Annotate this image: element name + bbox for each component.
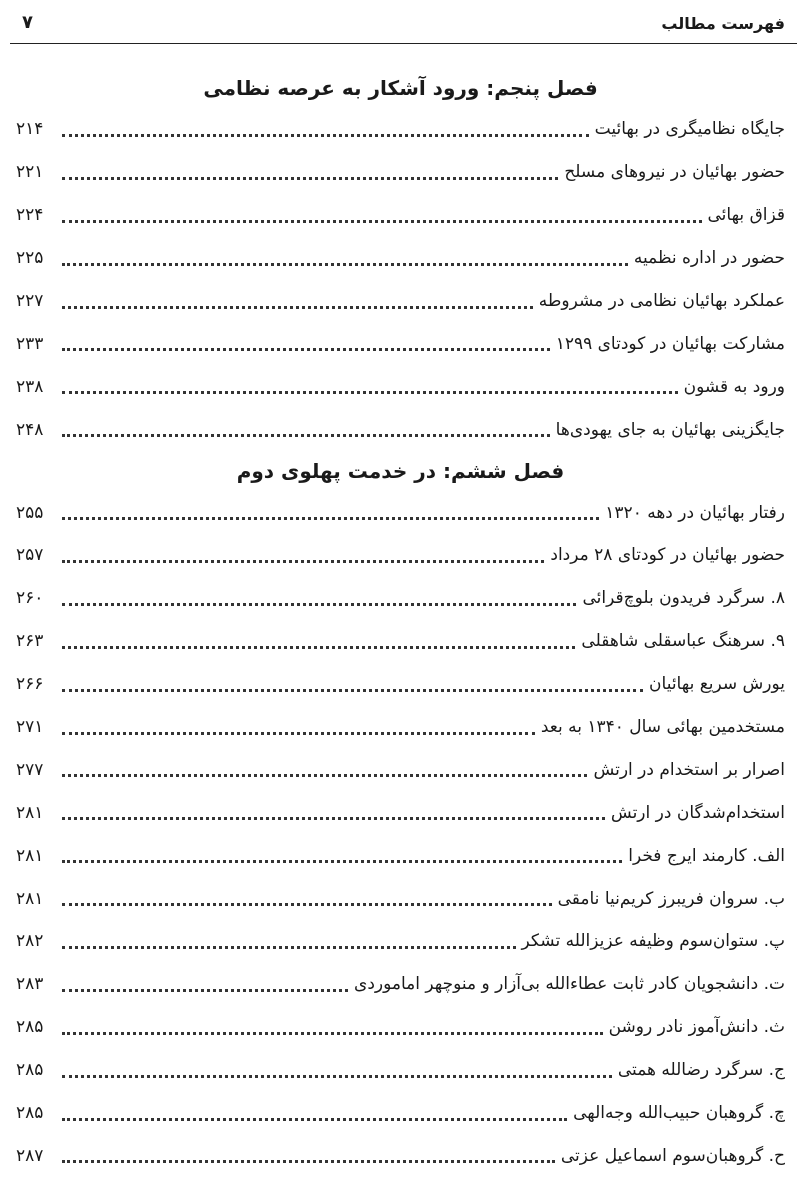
toc-entry[interactable] — [16, 1134, 785, 1177]
toc-entry[interactable] — [16, 834, 785, 877]
toc-entry[interactable] — [16, 706, 785, 749]
toc-entry-title: ۸. سرگرد فریدون بلوچ‌قرائی — [582, 588, 785, 609]
toc-entry[interactable] — [16, 237, 785, 280]
dot-leader — [62, 1075, 612, 1078]
toc-entry-page: ۲۷۱ — [16, 717, 44, 738]
toc-entry-page: ۲۲۴ — [16, 205, 44, 226]
toc-entry-title: قزاق بهائی — [707, 205, 785, 226]
toc-entry[interactable] — [16, 1049, 785, 1092]
toc-entry-page: ۲۸۱ — [16, 888, 44, 909]
toc-entry-title: اصرار بر استخدام در ارتش — [593, 759, 785, 780]
toc-entry-title: حضور بهائیان در کودتای ۲۸ مرداد — [550, 545, 785, 566]
toc-entry[interactable] — [16, 1092, 785, 1135]
dot-leader — [62, 517, 599, 520]
toc-entry-page: ۲۵۷ — [16, 545, 44, 566]
dot-leader — [62, 689, 643, 692]
toc-entry-page: ۲۸۵ — [16, 1017, 44, 1038]
toc-entry-title: جایگزینی بهائیان به جای یهودی‌ها — [555, 419, 785, 440]
toc-entry-title: ح. گروهبان‌سوم اسماعیل عزتی — [560, 1145, 785, 1166]
toc-entry-page: ۲۳۸ — [16, 376, 44, 397]
toc-entry[interactable] — [16, 1006, 785, 1049]
toc-entry-title: جایگاه نظامیگری در بهائیت — [594, 119, 785, 140]
dot-leader — [62, 263, 628, 266]
toc-entry[interactable] — [16, 791, 785, 834]
toc-entry[interactable] — [16, 748, 785, 791]
dot-leader — [62, 306, 533, 309]
page-header — [0, 0, 807, 44]
toc-entry-title: ت. دانشجویان کادر ثابت عطاءالله بی‌آزار و منوچهر اماموردی — [354, 974, 785, 995]
toc-entry[interactable] — [16, 108, 785, 151]
dot-leader — [62, 560, 544, 563]
toc-entry-title: حضور در اداره نظمیه — [633, 248, 785, 269]
toc-entry[interactable] — [16, 963, 785, 1006]
toc-entry-page: ۲۸۳ — [16, 974, 44, 995]
dot-leader — [62, 177, 558, 180]
toc-entry-title: استخدام‌شدگان در ارتش — [610, 802, 785, 823]
toc-entry-page: ۲۳۳ — [16, 333, 44, 354]
toc-entry-title: ث. دانش‌آموز نادر روشن — [608, 1017, 785, 1038]
toc-entry-page: ۲۸۱ — [16, 802, 44, 823]
table-of-contents — [16, 68, 785, 1177]
toc-entry-title: ورود به قشون — [683, 376, 785, 397]
toc-entry-page: ۲۸۲ — [16, 931, 44, 952]
toc-entry[interactable] — [16, 877, 785, 920]
toc-entry[interactable] — [16, 577, 785, 620]
header-rule — [10, 43, 797, 44]
toc-entry-title: پ. ستوان‌سوم وظیفه عزیزالله تشکر — [521, 931, 785, 952]
toc-entry-page: ۲۲۷ — [16, 291, 44, 311]
toc-entry-title: مشارکت بهائیان در کودتای ۱۲۹۹ — [555, 333, 785, 354]
toc-entry[interactable] — [16, 151, 785, 194]
toc-entry-page: ۲۸۷ — [16, 1145, 44, 1166]
toc-entry[interactable] — [16, 663, 785, 706]
dot-leader — [62, 1032, 603, 1035]
toc-entry-title: الف. کارمند ایرج فخرا — [628, 845, 785, 866]
toc-entry-page: ۲۸۵ — [16, 1060, 44, 1081]
toc-entry-page: ۲۷۷ — [16, 759, 44, 780]
toc-entry-title: مستخدمین بهائی سال ۱۳۴۰ به بعد — [540, 717, 785, 738]
dot-leader — [62, 989, 348, 992]
toc-entry[interactable] — [16, 408, 785, 451]
dot-leader — [62, 434, 550, 437]
page-number: ۷ — [22, 12, 33, 33]
toc-entry-title: حضور بهائیان در نیروهای مسلح — [564, 162, 785, 183]
toc-entry-page: ۲۸۵ — [16, 1103, 44, 1124]
toc-entry-page: ۲۶۰ — [16, 588, 44, 609]
toc-entry-title: عملکرد بهائیان نظامی در مشروطه — [538, 291, 785, 311]
toc-entry-title: ۹. سرهنگ عباسقلی شاهقلی — [581, 631, 785, 652]
chapter-heading: فصل پنجم: ورود آشکار به عرصه نظامی — [203, 76, 598, 100]
dot-leader — [62, 1118, 567, 1121]
dot-leader — [62, 646, 575, 649]
toc-entry[interactable] — [16, 280, 785, 323]
dot-leader — [62, 774, 587, 777]
toc-entry-page: ۲۶۳ — [16, 631, 44, 652]
dot-leader — [62, 134, 589, 137]
toc-entry-page: ۲۲۵ — [16, 248, 44, 269]
dot-leader — [62, 860, 622, 863]
toc-entry[interactable] — [16, 194, 785, 237]
toc-entry-page: ۲۸۱ — [16, 845, 44, 866]
dot-leader — [62, 1160, 555, 1163]
toc-entry-page: ۲۶۶ — [16, 674, 44, 695]
toc-entry-page: ۲۵۵ — [16, 502, 44, 523]
dot-leader — [62, 391, 678, 394]
dot-leader — [62, 603, 576, 606]
toc-entry[interactable] — [16, 620, 785, 663]
toc-entry[interactable] — [16, 920, 785, 963]
toc-entry-page: ۲۲۱ — [16, 162, 44, 183]
toc-entry[interactable] — [16, 491, 785, 534]
toc-entry-page: ۲۱۴ — [16, 119, 44, 140]
toc-entry-title: ج. سرگرد رضالله همتی — [617, 1060, 785, 1081]
toc-entry-title: ب. سروان فریبرز کریم‌نیا نامقی — [557, 888, 785, 909]
toc-entry[interactable] — [16, 365, 785, 408]
toc-entry[interactable] — [16, 534, 785, 577]
dot-leader — [62, 348, 550, 351]
dot-leader — [62, 732, 535, 735]
toc-entry-title: یورش سریع بهائیان — [649, 674, 785, 695]
dot-leader — [62, 817, 605, 820]
dot-leader — [62, 903, 552, 906]
dot-leader — [62, 220, 702, 223]
toc-entry-title: چ. گروهبان حبیب‌الله وجه‌الهی — [573, 1103, 785, 1124]
toc-entry-page: ۲۴۸ — [16, 419, 44, 440]
running-title: فهرست مطالب — [661, 14, 785, 33]
toc-entry[interactable] — [16, 322, 785, 365]
dot-leader — [62, 946, 516, 949]
chapter-heading: فصل ششم: در خدمت پهلوی دوم — [236, 459, 565, 484]
toc-entry-title: رفتار بهائیان در دهه ۱۳۲۰ — [605, 502, 785, 523]
